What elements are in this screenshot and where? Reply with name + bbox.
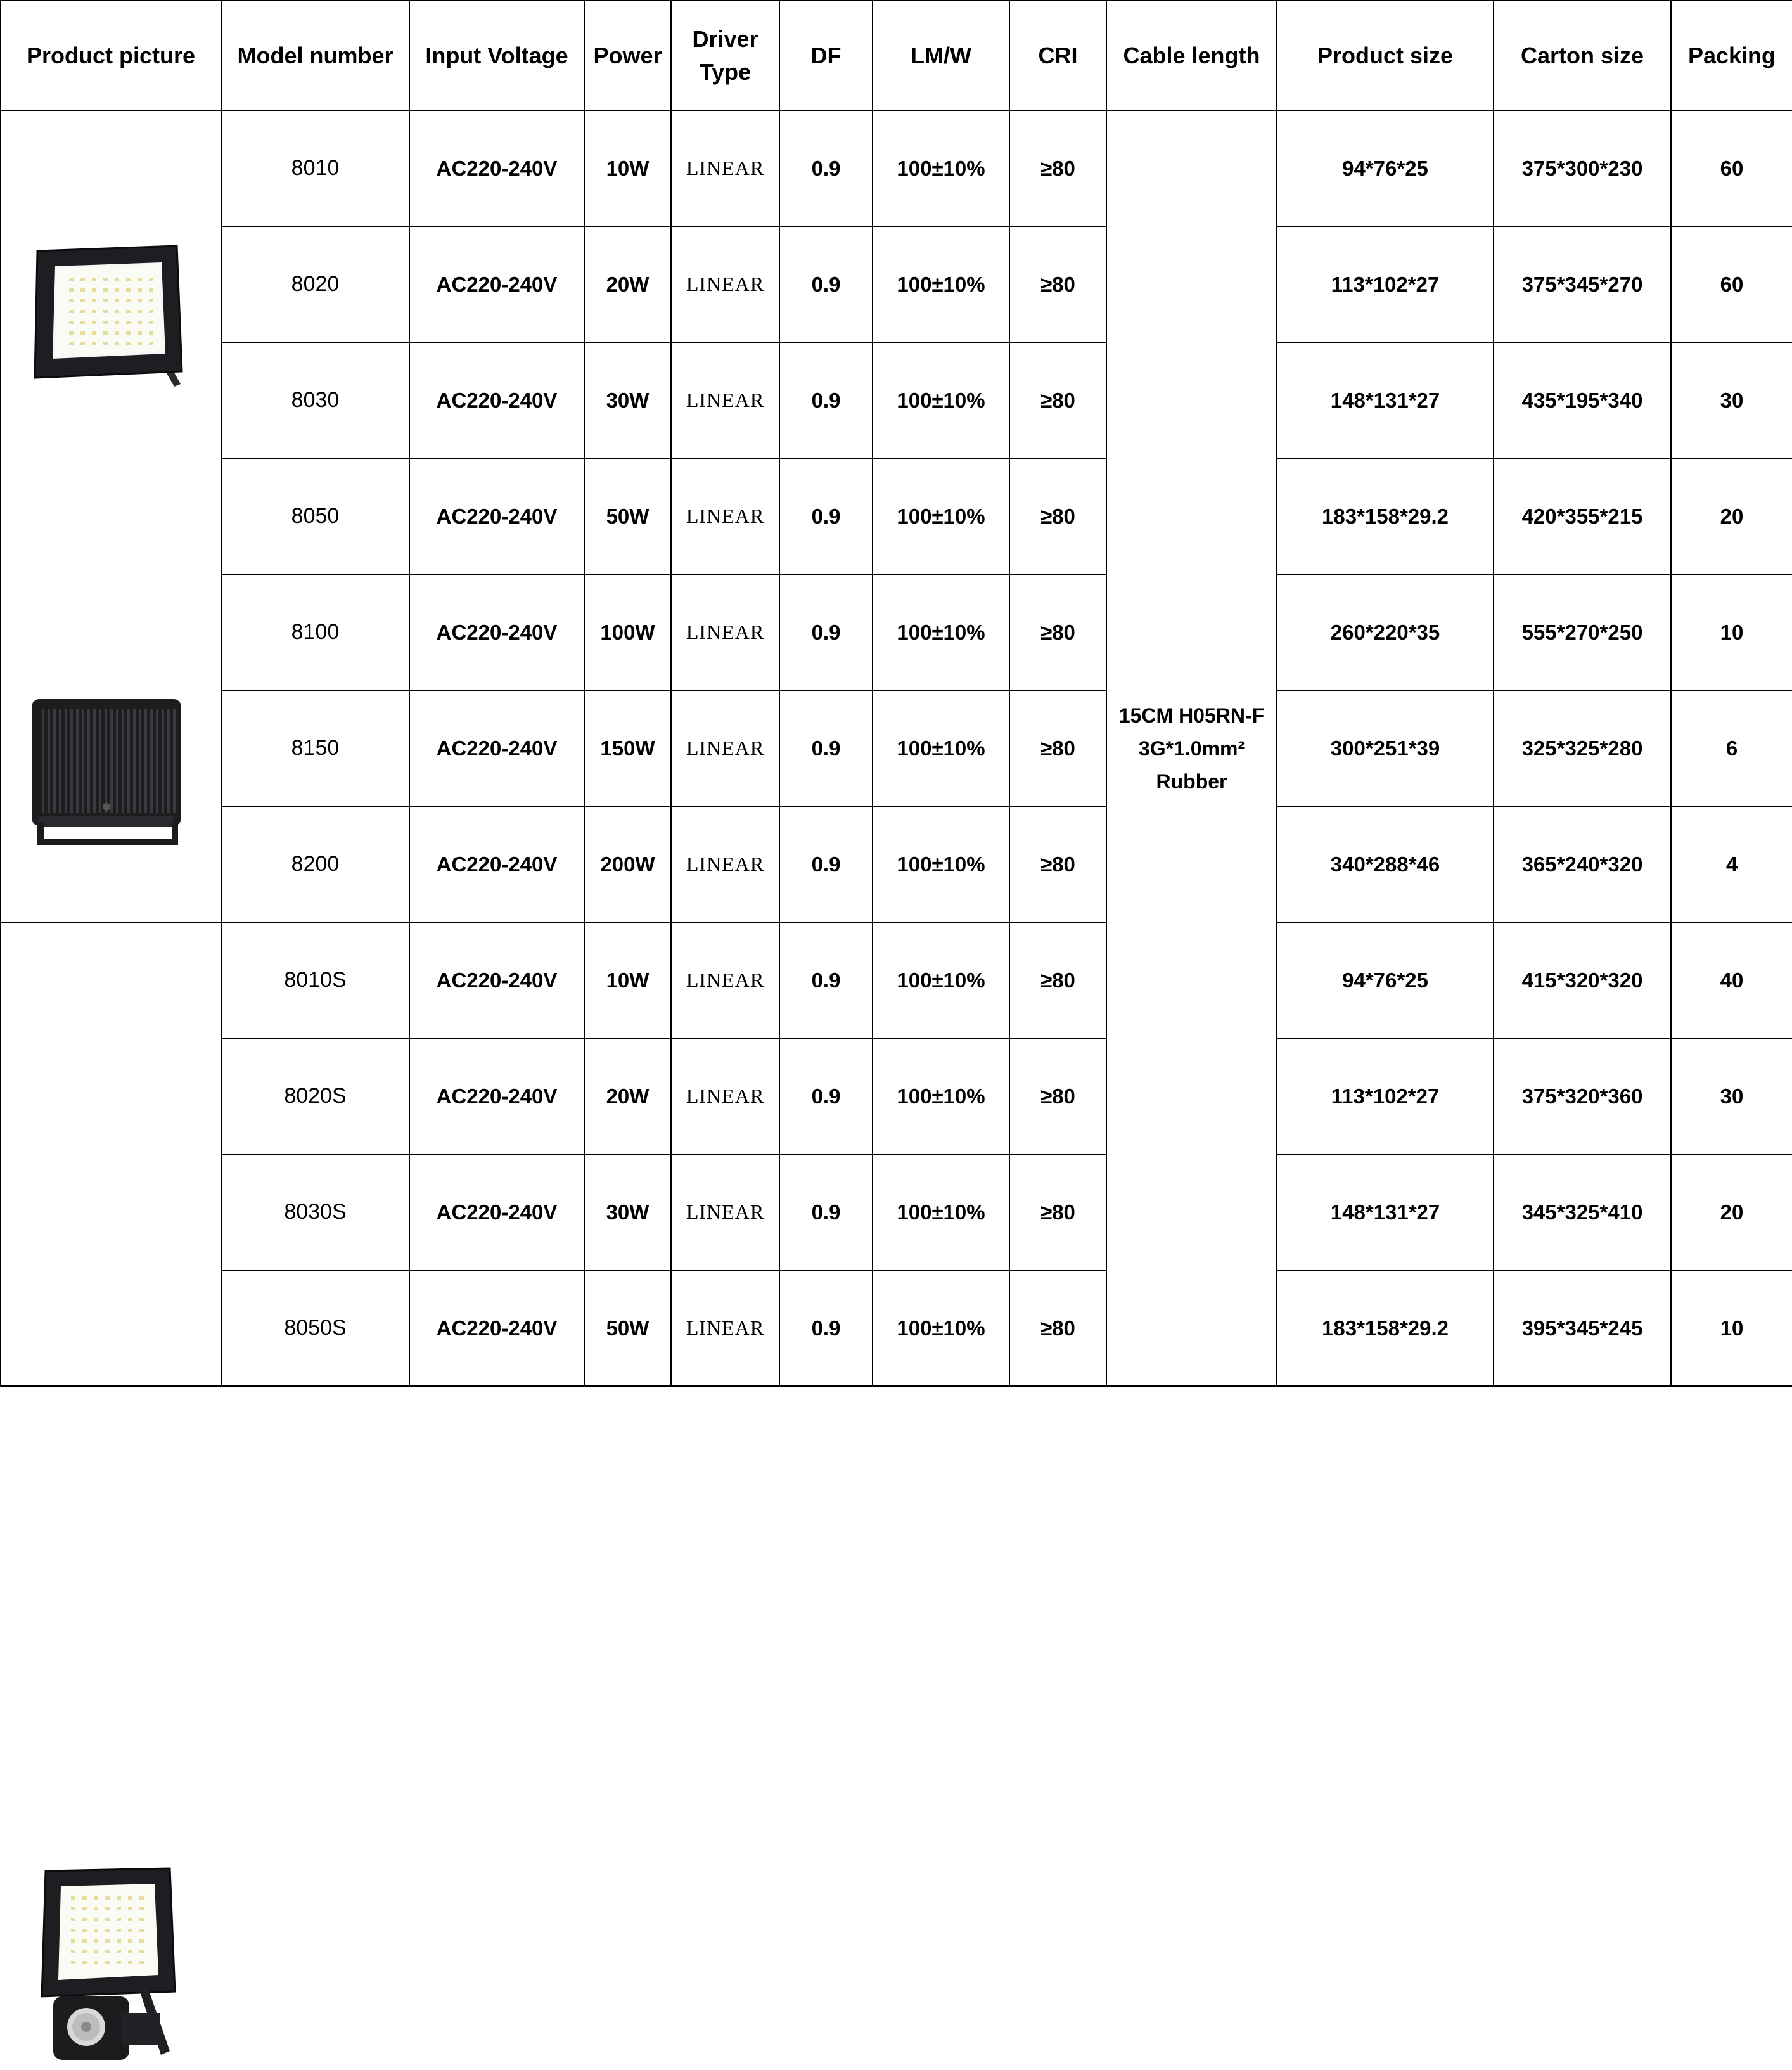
table-row	[1, 806, 1792, 922]
cri-cell: ≥80	[1009, 1270, 1106, 1386]
header-lmw: LM/W	[873, 1, 1009, 110]
table-row	[1, 458, 1792, 574]
header-carton-size: Carton size	[1494, 1, 1671, 110]
header-driver-line1: Driver	[692, 25, 758, 52]
model-cell: 8050	[221, 458, 409, 574]
voltage-cell: AC220-240V	[409, 922, 584, 1038]
product-size-cell: 113*102*27	[1277, 1038, 1494, 1154]
driver-cell: LINEAR	[671, 1038, 779, 1154]
power-cell: 100W	[584, 574, 671, 690]
cri-cell: ≥80	[1009, 806, 1106, 922]
driver-cell: LINEAR	[671, 342, 779, 458]
table-row	[1, 690, 1792, 806]
packing-cell: 30	[1671, 342, 1792, 458]
floodlight-back-image	[27, 695, 191, 854]
carton-size-cell: 375*300*230	[1494, 110, 1671, 226]
voltage-cell: AC220-240V	[409, 574, 584, 690]
driver-cell: LINEAR	[671, 1270, 779, 1386]
packing-cell: 60	[1671, 226, 1792, 342]
packing-cell: 20	[1671, 1154, 1792, 1270]
power-cell: 20W	[584, 226, 671, 342]
df-cell: 0.9	[779, 1038, 873, 1154]
product-size-cell: 94*76*25	[1277, 110, 1494, 226]
packing-cell: 20	[1671, 458, 1792, 574]
cri-cell: ≥80	[1009, 110, 1106, 226]
header-power: Power	[584, 1, 671, 110]
power-cell: 200W	[584, 806, 671, 922]
voltage-cell: AC220-240V	[409, 110, 584, 226]
table-row	[1, 922, 1792, 1038]
cri-cell: ≥80	[1009, 1038, 1106, 1154]
header-packing: Packing	[1671, 1, 1792, 110]
table-row	[1, 1038, 1792, 1154]
cable-line3: Rubber	[1156, 769, 1227, 793]
product-size-cell: 340*288*46	[1277, 806, 1494, 922]
model-cell: 8010	[221, 110, 409, 226]
driver-cell: LINEAR	[671, 1154, 779, 1270]
df-cell: 0.9	[779, 574, 873, 690]
model-cell: 8020	[221, 226, 409, 342]
cri-cell: ≥80	[1009, 574, 1106, 690]
driver-cell: LINEAR	[671, 806, 779, 922]
df-cell: 0.9	[779, 1154, 873, 1270]
carton-size-cell: 325*325*280	[1494, 690, 1671, 806]
packing-cell: 6	[1671, 690, 1792, 806]
cri-cell: ≥80	[1009, 458, 1106, 574]
header-cri: CRI	[1009, 1, 1106, 110]
lmw-cell: 100±10%	[873, 342, 1009, 458]
table-row	[1, 574, 1792, 690]
driver-cell: LINEAR	[671, 226, 779, 342]
model-cell: 8150	[221, 690, 409, 806]
voltage-cell: AC220-240V	[409, 1270, 584, 1386]
product-size-cell: 300*251*39	[1277, 690, 1494, 806]
voltage-cell: AC220-240V	[409, 226, 584, 342]
header-picture: Product picture	[1, 1, 221, 110]
power-cell: 30W	[584, 1154, 671, 1270]
cri-cell: ≥80	[1009, 922, 1106, 1038]
voltage-cell: AC220-240V	[409, 690, 584, 806]
product-size-cell: 113*102*27	[1277, 226, 1494, 342]
model-cell: 8200	[221, 806, 409, 922]
lmw-cell: 100±10%	[873, 1270, 1009, 1386]
header-product-size: Product size	[1277, 1, 1494, 110]
lmw-cell: 100±10%	[873, 110, 1009, 226]
packing-cell: 30	[1671, 1038, 1792, 1154]
carton-size-cell: 375*320*360	[1494, 1038, 1671, 1154]
table-row	[1, 226, 1792, 342]
df-cell: 0.9	[779, 342, 873, 458]
header-driver-line2: Type	[699, 58, 752, 85]
header-voltage: Input Voltage	[409, 1, 584, 110]
power-cell: 50W	[584, 458, 671, 574]
driver-cell: LINEAR	[671, 690, 779, 806]
product-size-cell: 183*158*29.2	[1277, 458, 1494, 574]
packing-cell: 4	[1671, 806, 1792, 922]
df-cell: 0.9	[779, 226, 873, 342]
product-size-cell: 148*131*27	[1277, 342, 1494, 458]
packing-cell: 40	[1671, 922, 1792, 1038]
power-cell: 150W	[584, 690, 671, 806]
power-cell: 10W	[584, 110, 671, 226]
voltage-cell: AC220-240V	[409, 1154, 584, 1270]
driver-cell: LINEAR	[671, 922, 779, 1038]
df-cell: 0.9	[779, 690, 873, 806]
product-size-cell: 94*76*25	[1277, 922, 1494, 1038]
df-cell: 0.9	[779, 458, 873, 574]
header-driver	[671, 1, 779, 110]
cable-length-cell	[1106, 110, 1277, 1386]
carton-size-cell: 435*195*340	[1494, 342, 1671, 458]
carton-size-cell: 375*345*270	[1494, 226, 1671, 342]
cable-line2: 3G*1.0mm²	[1138, 736, 1245, 760]
floodlight-sensor-image	[20, 1861, 185, 2070]
model-cell: 8020S	[221, 1038, 409, 1154]
voltage-cell: AC220-240V	[409, 806, 584, 922]
header-df: DF	[779, 1, 873, 110]
table-row	[1, 1154, 1792, 1270]
product-size-cell: 148*131*27	[1277, 1154, 1494, 1270]
product-picture-cell-standard	[1, 110, 221, 922]
model-cell: 8010S	[221, 922, 409, 1038]
power-cell: 30W	[584, 342, 671, 458]
product-size-cell: 260*220*35	[1277, 574, 1494, 690]
df-cell: 0.9	[779, 922, 873, 1038]
carton-size-cell: 365*240*320	[1494, 806, 1671, 922]
table-row	[1, 1270, 1792, 1386]
packing-cell: 60	[1671, 110, 1792, 226]
lmw-cell: 100±10%	[873, 922, 1009, 1038]
model-cell: 8030S	[221, 1154, 409, 1270]
lmw-cell: 100±10%	[873, 690, 1009, 806]
product-size-cell: 183*158*29.2	[1277, 1270, 1494, 1386]
packing-cell: 10	[1671, 1270, 1792, 1386]
lmw-cell: 100±10%	[873, 1154, 1009, 1270]
driver-cell: LINEAR	[671, 574, 779, 690]
table-row	[1, 342, 1792, 458]
header-model: Model number	[221, 1, 409, 110]
lmw-cell: 100±10%	[873, 458, 1009, 574]
driver-cell: LINEAR	[671, 458, 779, 574]
lmw-cell: 100±10%	[873, 806, 1009, 922]
carton-size-cell: 555*270*250	[1494, 574, 1671, 690]
carton-size-cell: 415*320*320	[1494, 922, 1671, 1038]
header-cable: Cable length	[1106, 1, 1277, 110]
carton-size-cell: 395*345*245	[1494, 1270, 1671, 1386]
lmw-cell: 100±10%	[873, 226, 1009, 342]
packing-cell: 10	[1671, 574, 1792, 690]
header-row	[1, 1, 1792, 110]
carton-size-cell: 420*355*215	[1494, 458, 1671, 574]
cri-cell: ≥80	[1009, 342, 1106, 458]
power-cell: 50W	[584, 1270, 671, 1386]
cri-cell: ≥80	[1009, 690, 1106, 806]
model-cell: 8050S	[221, 1270, 409, 1386]
power-cell: 20W	[584, 1038, 671, 1154]
model-cell: 8100	[221, 574, 409, 690]
product-picture-cell-sensor	[1, 922, 221, 1386]
driver-cell: LINEAR	[671, 110, 779, 226]
cri-cell: ≥80	[1009, 226, 1106, 342]
cri-cell: ≥80	[1009, 1154, 1106, 1270]
df-cell: 0.9	[779, 806, 873, 922]
floodlight-front-image	[30, 227, 188, 398]
lmw-cell: 100±10%	[873, 574, 1009, 690]
lmw-cell: 100±10%	[873, 1038, 1009, 1154]
model-cell: 8030	[221, 342, 409, 458]
power-cell: 10W	[584, 922, 671, 1038]
cable-line1: 15CM H05RN-F	[1118, 704, 1265, 727]
voltage-cell: AC220-240V	[409, 342, 584, 458]
df-cell: 0.9	[779, 1270, 873, 1386]
carton-size-cell: 345*325*410	[1494, 1154, 1671, 1270]
voltage-cell: AC220-240V	[409, 1038, 584, 1154]
voltage-cell: AC220-240V	[409, 458, 584, 574]
table-row	[1, 110, 1792, 226]
df-cell: 0.9	[779, 110, 873, 226]
